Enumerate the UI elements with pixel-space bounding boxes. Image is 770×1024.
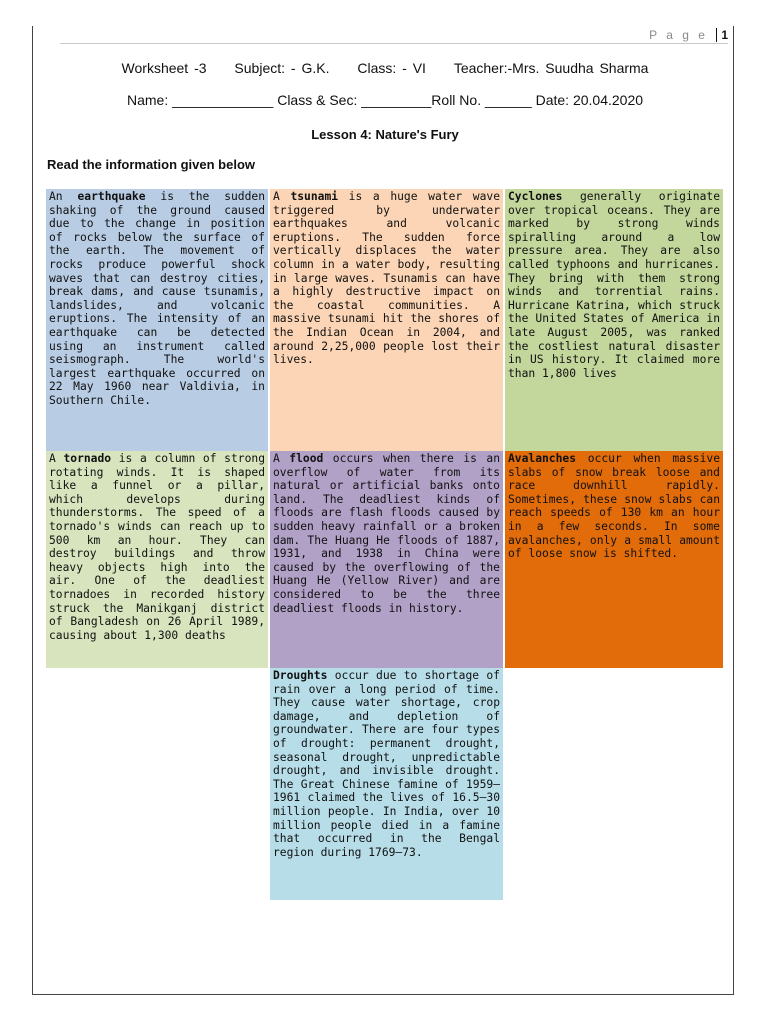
- page-number: [649, 28, 728, 42]
- student-details-line: Name: _____________ Class & Sec: _________Roll No. ______ Date: 20.04.2020: [126, 92, 644, 108]
- subject: Subject: - G.K.: [234, 60, 330, 76]
- tsunami-text: is a huge water wave triggered by underwater earthquakes and volcanic eruptions. The sudden force vertically displaces the water column in a water body, resulting in large waves. Tsunamis can have a highly destructive impact on the coastal communities. A massive tsunami hit the shores of the Indian Ocean in 2004, and around 2,25,000 people lost their lives.: [273, 190, 501, 367]
- page-label: P a g e: [649, 28, 708, 42]
- tornado-keyword: tornado: [63, 452, 112, 465]
- droughts-keyword: Droughts: [273, 669, 328, 682]
- cyclones-keyword: Cyclones: [508, 190, 563, 203]
- cyclones-cell: [505, 189, 723, 451]
- flood-text: occurs when there is an overflow of water from its natural or artificial banks onto land. The deadliest kinds of floods are flash floods caused by sudden heavy rainfall or a broken dam. The Huang He floods of 1887, 1931, and 1938 in China were caused by the overflowing of the Huang He (Yellow River) and are considered to be the three deadliest floods in history.: [273, 452, 500, 615]
- droughts-cell: [270, 668, 503, 900]
- worksheet-number: Worksheet -3: [121, 60, 207, 76]
- lesson-title: Lesson 4: Nature's Fury: [311, 127, 459, 142]
- worksheet-header: [40, 60, 730, 76]
- flood-keyword: flood: [289, 452, 324, 465]
- avalanches-text: occur when massive slabs of snow break loose and race downhill rapidly. Sometimes, these snow slabs can reach speeds of 130 km an hour in a few seconds. In some avalanches, only a small amount of loose snow is shifted.: [508, 452, 720, 561]
- instruction: Read the information given below: [47, 157, 256, 172]
- tsunami-cell: A tsunami is a huge water wave triggered by underwater earthquakes and volcanic eruptions. The sudden force vertically displaces the water column in a water body, resulting in large waves. Tsunamis can have a highly destructive impact on the coastal communities. A massive tsunami hit the shores of the Indian Ocean in 2004, and around 2,25,000 people lost their lives.: [270, 189, 503, 451]
- cyclones-text: generally originate over tropical oceans. They are marked by strong winds spiralling around a low pressure area. They are also called typhoons and hurricanes. They bring with them strong winds and torrential rains. Hurricane Katrina, which struck the United States of America in late August 2005, was ranked the costliest natural disaster in US history. It claimed more than 1,800 lives: [508, 190, 720, 380]
- header-rule: [60, 43, 728, 44]
- class: Class: - VI: [357, 60, 426, 76]
- earthquake-keyword: earthquake: [77, 190, 146, 203]
- droughts-text: occur due to shortage of rain over a long period of time. They cause water shortage, crop damage, and depletion of groundwater. There are four types of drought: permanent drought, seasonal drought, unpredictable drought, and invisible drought. The Great Chinese famine of 1959–1961 claimed the lives of 16.5–30 million people. In India, over 10 million people died in a famine that occurred in the Bengal region during 1769–73.: [273, 669, 500, 859]
- teacher: Teacher:-Mrs. Suudha Sharma: [453, 60, 649, 76]
- avalanches-keyword: Avalanches: [508, 452, 577, 465]
- page-number-value: 1: [716, 28, 728, 42]
- avalanches-cell: [505, 451, 723, 668]
- earthquake-text: is the sudden shaking of the ground caused due to the change in position of rocks below the surface of the earth. The movement of rocks produce powerful shock waves that can destroy cities, break dams, and cause tsunamis, landslides, and volcanic eruptions. The intensity of an earthquake can be detected using an instrument called seismograph. The world's largest earthquake occurred on 22 May 1960 near Valdivia, in Southern Chile.: [49, 190, 266, 407]
- flood-cell: A flood occurs when there is an overflow of water from its natural or artificial banks onto land. The deadliest kinds of floods are flash floods caused by sudden heavy rainfall or a broken dam. The Huang He floods of 1887, 1931, and 1938 in China were caused by the overflowing of the Huang He (Yellow River) and are considered to be the three deadliest floods in history.: [270, 451, 503, 668]
- tornado-cell: A tornado is a column of strong rotating winds. It is shaped like a funnel or a pillar, which develops during thunderstorms. The speed of a tornado's winds can reach up to 500 km an hour. They can destroy buildings and throw heavy objects high into the air. One of the deadliest tornadoes in recorded history struck the Manikganj district of Bangladesh on 26 April 1989, causing about 1,300 deaths: [46, 451, 268, 668]
- tornado-text: is a column of strong rotating winds. It is shaped like a funnel or a pillar, which develops during thunderstorms. The speed of a tornado's winds can reach up to 500 km an hour. They can destroy buildings and throw heavy objects high into the air. One of the deadliest tornadoes in recorded history struck the Manikganj district of Bangladesh on 26 April 1989, causing about 1,300 deaths: [49, 452, 265, 642]
- tsunami-keyword: tsunami: [290, 190, 339, 203]
- earthquake-cell: An earthquake is the sudden shaking of the ground caused due to the change in position of rocks below the surface of the earth. The movement of rocks produce powerful shock waves that can destroy cities, break dams, and cause tsunamis, landslides, and volcanic eruptions. The intensity of an earthquake can be detected using an instrument called seismograph. The world's largest earthquake occurred on 22 May 1960 near Valdivia, in Southern Chile.: [46, 189, 268, 451]
